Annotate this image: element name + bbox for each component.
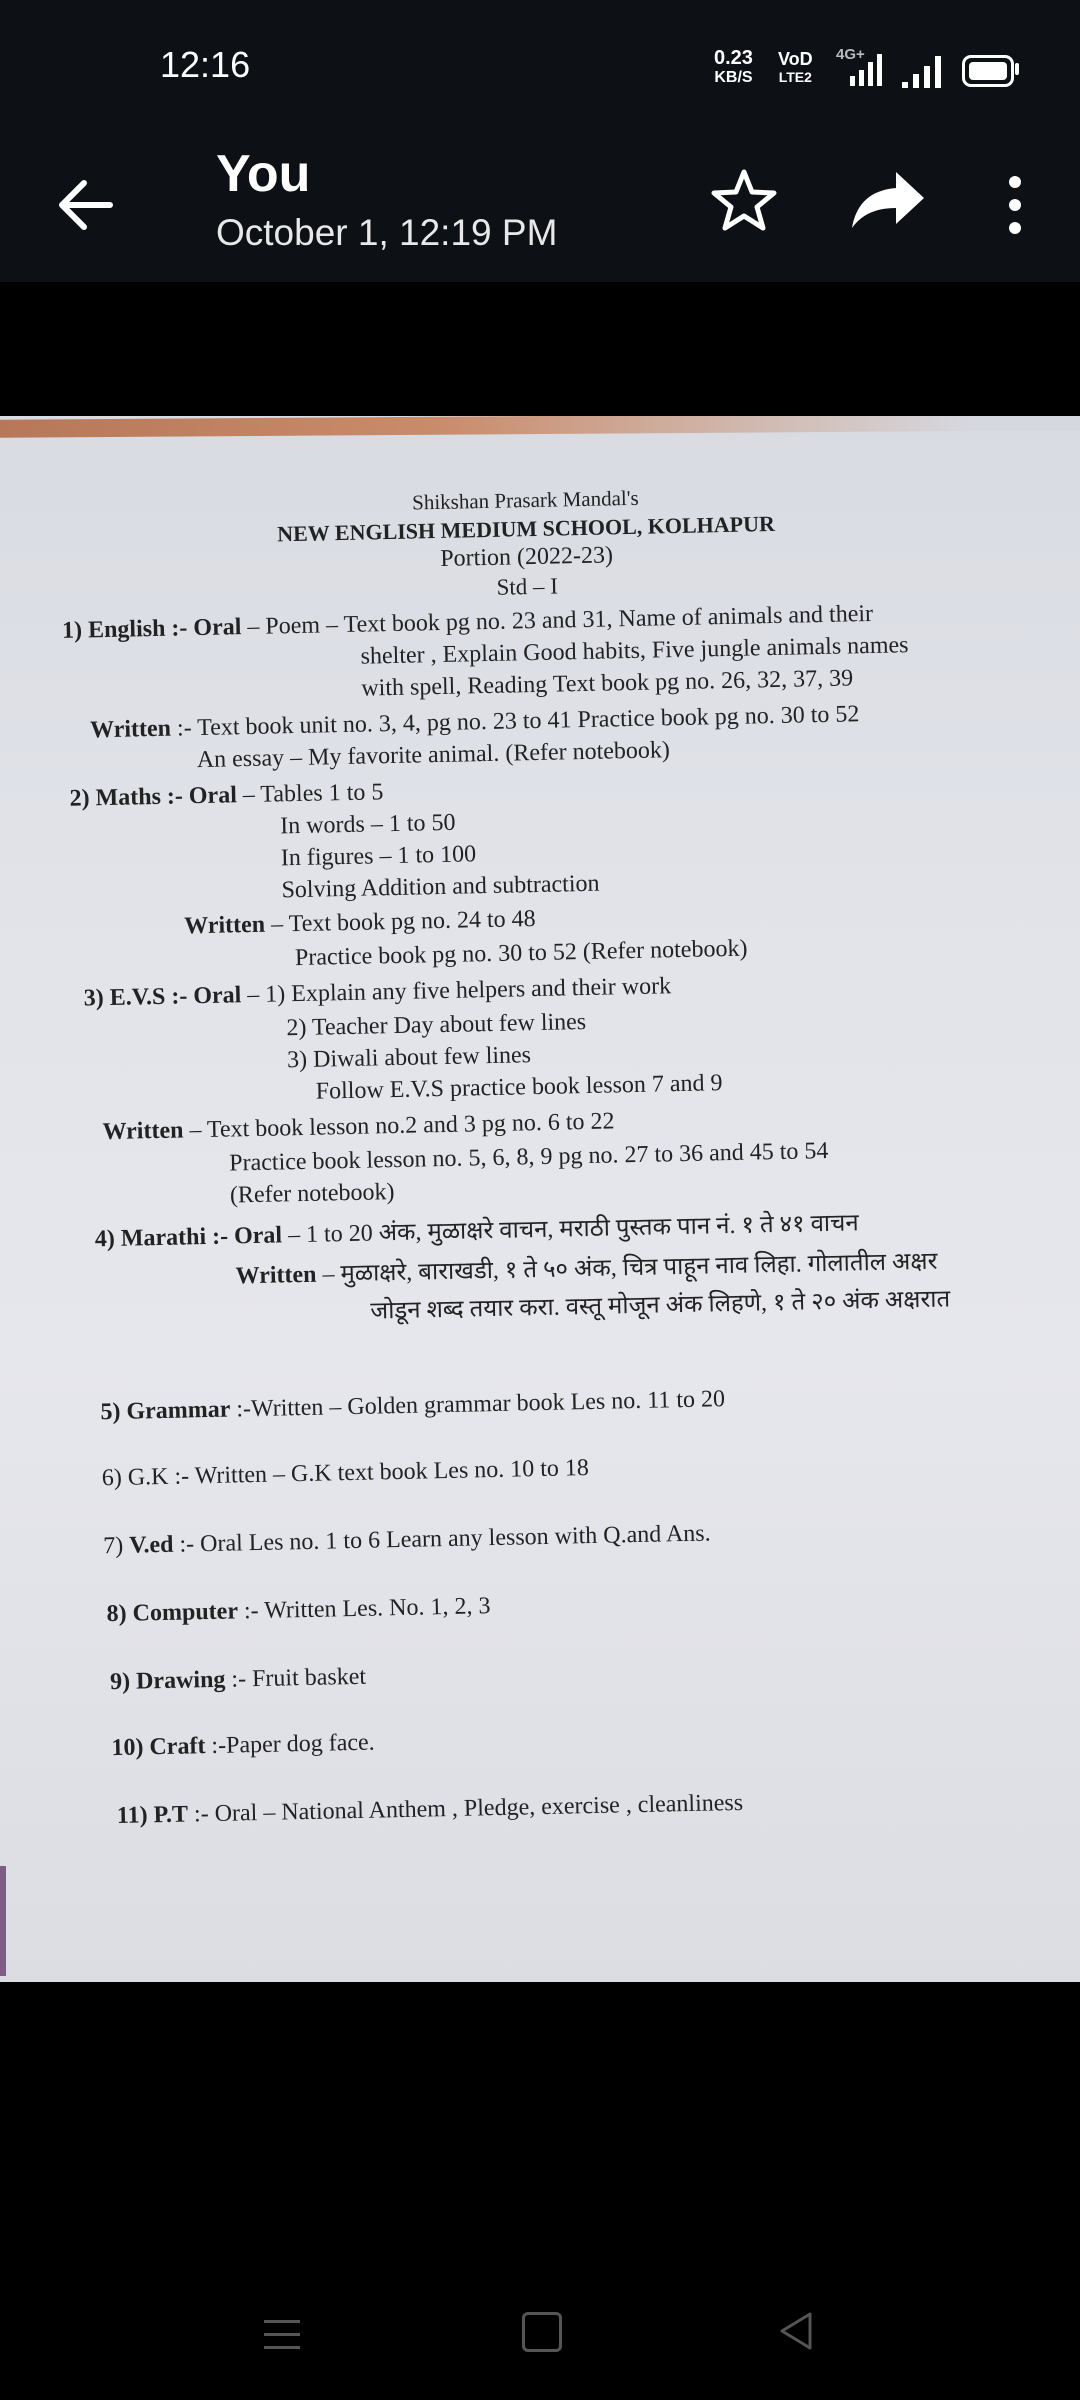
english-oral-line-3: with spell, Reading Text book pg no. 26, 32, 37, 39 [361,665,854,702]
ved-line: 7) V.ed :- Oral Les no. 1 to 6 Learn any lesson with Q.and Ans. [102,1520,711,1560]
computer-line: 8) Computer :- Written Les. No. 1, 2, 3 [106,1593,491,1628]
header-std: Std – I [496,573,559,600]
home-square-icon[interactable] [522,2312,562,2352]
battery-tip [1015,63,1019,75]
vod-lte-indicator: VoD LTE2 [778,49,813,85]
evs-written-line-3: (Refer notebook) [229,1179,395,1209]
recents-menu-icon[interactable] [262,2318,302,2352]
header-portion: Portion (2022-23) [440,542,614,572]
back-arrow-icon[interactable] [50,170,120,240]
app-bar [0,140,1080,282]
pt-line: 11) P.T :- Oral – National Anthem , Pledge, exercise , cleanliness [116,1789,744,1829]
battery-icon [962,55,1014,87]
evs-oral-line-2: 2) Teacher Day about few lines [286,1008,587,1042]
evs-oral-line-4: Follow E.V.S practice book lesson 7 and 9 [315,1070,723,1105]
drawing-line: 9) Drawing :- Fruit basket [109,1663,367,1696]
marathi-written-line-1: Written – मुळाक्षरे, बाराखडी, १ ते ५० अंक, चित्र पाहून नाव लिहा. गोलातील अक्षर [235,1248,938,1290]
english-oral-line-2: shelter , Explain Good habits, Five jungle animals names [360,632,909,670]
signal-bars-icon [900,54,946,90]
maths-oral-line-2: In words – 1 to 50 [279,809,456,840]
photo-edge [0,1866,6,1976]
sender-name: You [216,145,311,203]
header-trust: Shikshan Prasark Mandal's [411,485,639,515]
craft-line: 10) Craft :-Paper dog face. [111,1729,375,1762]
signal-4g-icon: 4G+ [836,50,886,90]
marathi-oral-line-1: 4) Marathi :- Oral – 1 to 20 अंक, मुळाक्षरे वाचन, मराठी पुस्तक पान नं. १ ते ४१ वाचन [94,1210,859,1253]
network-speed: 0.23 KB/S [714,47,753,86]
back-triangle-icon[interactable] [776,2310,816,2352]
evs-oral-line-3: 3) Diwali about few lines [286,1042,532,1074]
maths-oral-line-1: 2) Maths :- Oral – Tables 1 to 5 [69,779,384,812]
english-written-line-1: Written :- Text book unit no. 3, 4, pg no. 23 to 41 Practice book pg no. 30 to 52 [89,701,860,744]
maths-oral-line-4: Solving Addition and subtraction [281,870,600,904]
english-written-line-2: An essay – My favorite animal. (Refer notebook) [196,737,671,774]
share-icon[interactable] [848,166,928,236]
marathi-written-line-2: जोडून शब्द तयार करा. वस्तू मोजून अंक लिहणे, १ ते २० अंक अक्षरात [370,1286,951,1325]
english-oral-line-1: 1) English :- Oral – Poem – Text book pg no. 23 and 31, Name of animals and their [61,600,874,644]
evs-written-line-2: Practice book lesson no. 5, 6, 8, 9 pg no. 27 to 36 and 45 to 54 [228,1137,829,1177]
star-icon[interactable] [708,164,780,236]
system-nav-bar [0,2268,1080,2400]
maths-written-line-1: Written – Text book pg no. 24 to 48 [184,906,536,940]
grammar-line: 5) Grammar :-Written – Golden grammar book Les no. 11 to 20 [100,1386,726,1426]
status-bar [0,0,1080,140]
portion-document [0,416,1080,1982]
document-photo[interactable] [0,416,1080,1982]
header-school: NEW ENGLISH MEDIUM SCHOOL, KOLHAPUR [276,510,776,547]
evs-oral-line-1: 3) E.V.S :- Oral – 1) Explain any five helpers and their work [83,973,672,1012]
status-time: 12:16 [160,44,251,85]
message-date: October 1, 12:19 PM [216,212,558,253]
maths-written-line-2: Practice book pg no. 30 to 52 (Refer notebook) [294,935,748,972]
more-vert-icon[interactable] [995,170,1035,240]
evs-written-line-1: Written – Text book lesson no.2 and 3 pg no. 6 to 22 [102,1108,615,1146]
gk-line: 6) G.K :- Written – G.K text book Les no. 10 to 18 [101,1455,590,1492]
maths-oral-line-3: In figures – 1 to 100 [280,841,477,872]
